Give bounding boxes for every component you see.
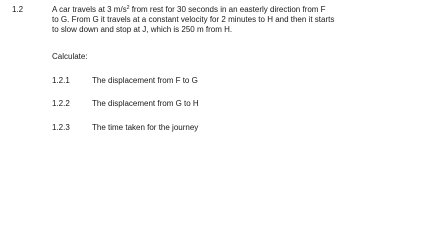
- sub-question-text: The displacement from G to H: [92, 99, 199, 108]
- calculate-label: Calculate:: [52, 52, 88, 61]
- sub-question-text: The displacement from F to G: [92, 76, 198, 85]
- sub-question-number: 1.2.2: [52, 99, 70, 108]
- sub-question-number: 1.2.3: [52, 123, 70, 132]
- sub-question: [52, 123, 198, 133]
- question-paragraph: [52, 5, 412, 35]
- sub-question-text: The time taken for the journey: [92, 123, 199, 132]
- question-number: 1.2: [12, 5, 24, 14]
- question-line-2: to G. From G it travels at a constant velocity for 2 minutes to H and then it starts: [52, 15, 335, 24]
- sub-question: [52, 99, 199, 109]
- superscript-2: 2: [126, 5, 130, 11]
- sub-question-number: 1.2.1: [52, 76, 70, 85]
- sub-question: [52, 76, 198, 86]
- question-line-3: to slow down and stop at J, which is 250 m from H.: [52, 25, 233, 34]
- question-line-1: A car travels at 3 $m/s^2$ from rest for 30 seconds in an easterly direction from F: [52, 5, 326, 14]
